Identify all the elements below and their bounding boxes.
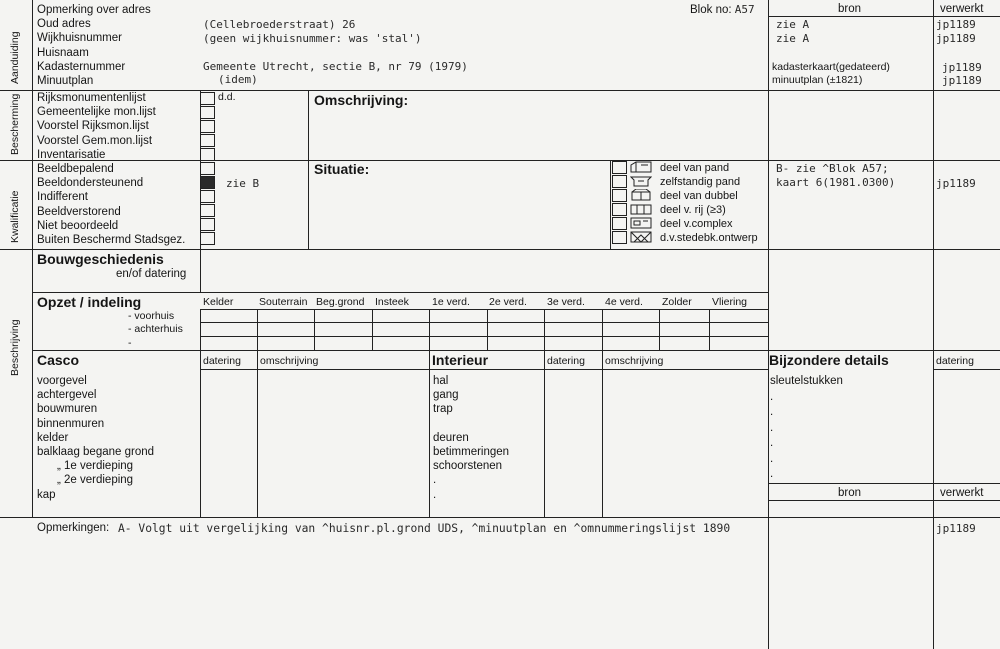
casco-datering: datering	[203, 355, 241, 367]
kadasternummer-value: Gemeente Utrecht, sectie B, nr 79 (1979)	[203, 60, 468, 73]
row-voorhuis: - voorhuis	[128, 310, 175, 322]
blok-number-label: Blok no: A57	[690, 3, 755, 16]
row-blank: -	[128, 337, 132, 349]
kwalificatie-value: zie B	[226, 177, 260, 190]
bescherming-labels	[37, 91, 156, 162]
verwerkt-minuutplan: jp1189	[942, 74, 982, 87]
casco-item: „ 1e verdieping	[57, 460, 134, 473]
kwalificatie-verwerkt: jp1189	[936, 177, 976, 190]
verwerkt-kadasternummer: jp1189	[942, 61, 982, 74]
bijzondere-item: .	[770, 390, 774, 403]
label-beeldbepalend: Beeldbepalend	[37, 163, 114, 175]
stedebouwkundig-ontwerp-icon	[630, 231, 652, 243]
interieur-heading: Interieur	[432, 352, 489, 368]
label-minuutplan: Minuutplan	[37, 75, 94, 88]
blok-number-value: A57	[734, 3, 755, 16]
label-kadasternummer: Kadasternummer	[37, 60, 126, 73]
label-inventarisatie: Inventarisatie	[37, 148, 106, 161]
col-2e-verd: 2e verd.	[489, 296, 527, 308]
label-beeldondersteunend: Beeldondersteunend	[37, 177, 144, 190]
col-4e-verd: 4e verd.	[605, 296, 643, 308]
bron-oud-adres: zie A	[776, 18, 810, 31]
checkbox-niet-beoordeeld[interactable]	[200, 218, 215, 231]
col-beg-grond: Beg.grond	[316, 296, 365, 308]
label-zelfstandig-pand: zelfstandig pand	[660, 176, 741, 188]
wijkhuisnummer-value: (geen wijkhuisnummer: was 'stal')	[203, 32, 422, 45]
oud-adres-value: (Cellebroederstraat) 26	[203, 18, 356, 31]
zelfstandig-pand-icon	[630, 175, 652, 187]
label-indifferent: Indifferent	[37, 191, 88, 204]
label-oud-adres: Oud adres	[37, 18, 91, 31]
checkbox-inventarisatie[interactable]	[200, 148, 215, 161]
label-rijksmonumentenlijst: Rijksmonumentenlijst	[37, 92, 146, 104]
checkbox-dv-stedebk-ontwerp[interactable]	[612, 231, 627, 244]
label-opmerking-adres: Opmerking over adres	[37, 4, 151, 16]
label-deel-van-pand: deel van pand	[660, 162, 730, 174]
checkbox-voorstel-gemmon[interactable]	[200, 134, 215, 147]
casco-item: „ 2e verdieping	[57, 474, 134, 487]
bijzondere-verwerkt: verwerkt	[940, 487, 984, 499]
label-wijkhuisnummer: Wijkhuisnummer	[37, 32, 122, 45]
bijzondere-item: .	[770, 468, 774, 480]
kwalificatie-bron-2: kaart 6(1981.0300)	[776, 176, 896, 189]
bron-wijkhuisnummer: zie A	[776, 32, 810, 45]
verwerkt-header: verwerkt	[940, 3, 984, 15]
interieur-item: gang	[433, 389, 459, 402]
col-insteek: Insteek	[375, 296, 409, 308]
col-zolder: Zolder	[662, 296, 692, 308]
label-deel-v-rij: deel v. rij (≥3)	[660, 204, 726, 216]
label-beeldverstorend: Beeldverstorend	[37, 205, 121, 218]
checkbox-rijksmonumentenlijst[interactable]	[200, 92, 215, 105]
interieur-item	[433, 417, 509, 431]
casco-item: achtergevel	[37, 389, 97, 402]
casco-items	[37, 374, 154, 502]
bron-minuutplan: minuutplan (±1821)	[772, 74, 863, 86]
checkbox-beeldbepalend[interactable]	[200, 162, 215, 175]
col-1e-verd: 1e verd.	[432, 296, 470, 308]
bijzondere-bron: bron	[838, 487, 862, 499]
col-vliering: Vliering	[712, 296, 748, 308]
label-niet-beoordeeld: Niet beoordeeld	[37, 219, 119, 232]
interieur-item: schoorstenen	[433, 460, 503, 473]
minuutplan-value: (idem)	[218, 73, 258, 86]
col-kelder: Kelder	[203, 296, 234, 308]
casco-item: balklaag begane grond	[37, 446, 155, 459]
opmerkingen-text: A- Volgt uit vergelijking van ^huisnr.pl.grond UDS, ^minuutplan en ^omnummeringslijst 1890	[118, 522, 731, 535]
casco-item: voorgevel	[37, 375, 87, 387]
label-buiten-beschermd: Buiten Beschermd Stadsgez.	[37, 234, 186, 247]
checkbox-beeldondersteunend[interactable]	[200, 176, 215, 189]
interieur-omschrijving: omschrijving	[605, 355, 664, 367]
interieur-item: .	[433, 474, 437, 487]
interieur-item: hal	[433, 375, 449, 387]
verwerkt-oud-adres: jp1189	[936, 18, 976, 31]
col-3e-verd: 3e verd.	[547, 296, 585, 308]
bijzondere-item: sleutelstukken	[770, 375, 843, 387]
opmerkingen-label: Opmerkingen:	[37, 522, 110, 534]
label-deel-van-dubbel: deel van dubbel	[660, 190, 738, 202]
interieur-item: deuren	[433, 431, 469, 444]
checkbox-deel-van-dubbel[interactable]	[612, 189, 627, 202]
opmerkingen-verwerkt: jp1189	[936, 522, 976, 535]
checkbox-voorstel-rijksmon[interactable]	[200, 120, 215, 133]
bijzondere-item: .	[770, 406, 774, 418]
kwalificatie-bron-1: B- zie ^Blok A57;	[776, 162, 889, 175]
bijzondere-heading: Bijzondere details	[769, 352, 889, 368]
label-deel-v-complex: deel v.complex	[660, 218, 733, 230]
checkbox-deel-v-complex[interactable]	[612, 217, 627, 230]
checkbox-indifferent[interactable]	[200, 190, 215, 203]
interieur-item: .	[433, 488, 437, 501]
label-gemeentelijke-monlijst: Gemeentelijke mon.lijst	[37, 106, 156, 119]
checkbox-deel-v-rij[interactable]	[612, 203, 627, 216]
checkbox-gemeentelijke-monlijst[interactable]	[200, 106, 215, 119]
casco-item: bouwmuren	[37, 403, 98, 416]
section-bescherming: Bescherming	[9, 93, 21, 155]
casco-item: kelder	[37, 431, 69, 444]
deel-van-pand-icon	[630, 161, 652, 173]
opzet-heading: Opzet / indeling	[37, 294, 142, 310]
section-aanduiding: Aanduiding	[9, 31, 21, 84]
label-dv-stedebk-ontwerp: d.v.stedebk.ontwerp	[660, 232, 758, 244]
interieur-item: trap	[433, 403, 453, 416]
casco-heading: Casco	[37, 352, 80, 368]
omschrijving-heading: Omschrijving:	[314, 92, 409, 108]
casco-item: kap	[37, 488, 56, 501]
bron-header: bron	[838, 3, 862, 15]
bouwgeschiedenis-subtitle: en/of datering	[116, 268, 187, 280]
situatie-heading: Situatie:	[314, 161, 370, 177]
checkbox-buiten-beschermd[interactable]	[200, 232, 215, 245]
label-voorstel-rijksmon: Voorstel Rijksmon.lijst	[37, 120, 149, 133]
deel-van-dubbel-icon	[630, 189, 652, 201]
label-huisnaam: Huisnaam	[37, 46, 89, 59]
interieur-item: betimmeringen	[433, 446, 510, 458]
col-souterrain: Souterrain	[259, 296, 308, 308]
pand-type-labels	[660, 161, 758, 245]
row-achterhuis: - achterhuis	[128, 323, 183, 335]
checkbox-zelfstandig-pand[interactable]	[612, 175, 627, 188]
deel-v-complex-icon	[630, 217, 652, 229]
bouwgeschiedenis-heading: Bouwgeschiedenis	[37, 251, 164, 267]
section-kwalificatie: Kwalificatie	[9, 190, 21, 243]
checkbox-beeldverstorend[interactable]	[200, 204, 215, 217]
section-beschrijving: Beschrijving	[9, 319, 21, 376]
kwalificatie-labels	[37, 162, 185, 247]
bijzondere-item: .	[770, 437, 774, 449]
deel-v-rij-icon	[630, 203, 652, 215]
bijzondere-item: .	[770, 452, 774, 465]
bijzondere-item: .	[770, 421, 774, 434]
casco-item: binnenmuren	[37, 417, 105, 430]
casco-omschrijving: omschrijving	[260, 355, 319, 367]
verwerkt-wijkhuisnummer: jp1189	[936, 32, 976, 45]
aanduiding-labels	[37, 3, 151, 88]
bijzondere-items	[770, 374, 843, 483]
label-voorstel-gemmon: Voorstel Gem.mon.lijst	[37, 134, 153, 147]
bijzondere-datering: datering	[936, 355, 974, 367]
checkbox-deel-van-pand[interactable]	[612, 161, 627, 174]
dd-label: d.d.	[218, 91, 236, 103]
interieur-datering: datering	[547, 355, 585, 367]
interieur-items	[433, 374, 509, 502]
bron-kadasterkaart: kadasterkaart(gedateerd)	[772, 61, 890, 73]
